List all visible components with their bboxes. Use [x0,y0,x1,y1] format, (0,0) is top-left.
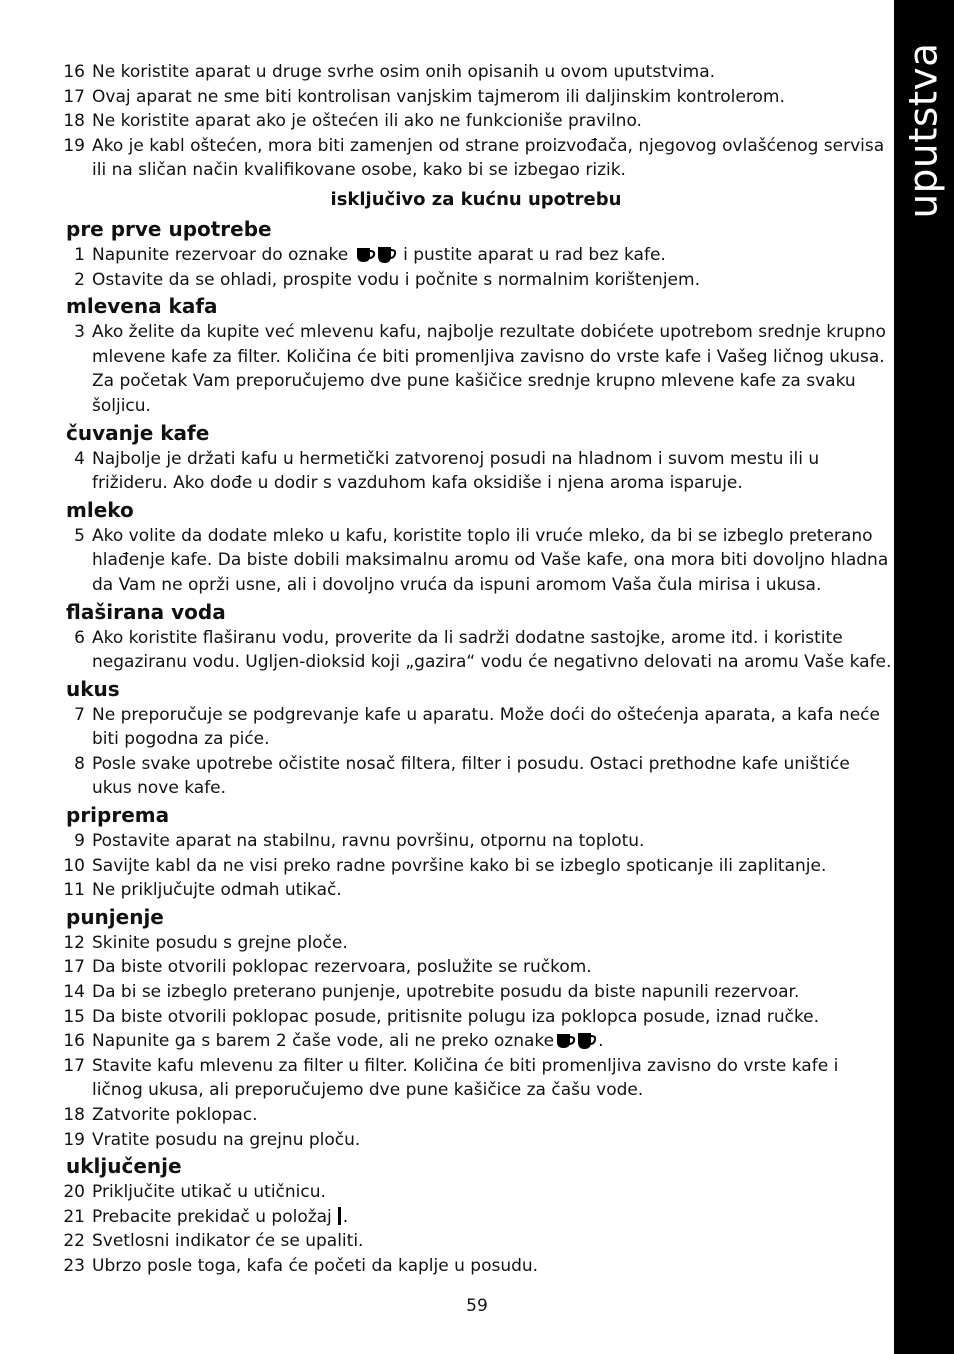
item-number: 18 [63,111,85,132]
section-heading-storage: čuvanje kafe [66,420,210,445]
item-number: 19 [63,1129,85,1150]
item-text: Da bi se izbeglo preterano punjenje, upotrebite posudu da biste napunili rezervoar. [92,982,800,1003]
item-text: Ne koristite aparat ako je oštećen ili ako ne funkcioniše pravilno. [92,111,642,132]
list-item [60,626,892,675]
item-text-before: Napunite rezervoar do oznake [92,244,349,265]
item-number: 7 [74,704,85,725]
list-item [60,878,892,903]
list-item [60,1054,892,1103]
list-item [60,980,892,1005]
list-item [60,955,892,980]
item-text-after: . [342,1206,349,1227]
item-number: 16 [63,1031,85,1052]
item-text: Stavite kafu mlevenu za filter u filter. Količina će biti promenljiva zavisno do vrste kafe i ličnog ukusa, ali preporučujemo dve pune kašičice za čašu vode. [92,1055,839,1101]
list-item [60,524,892,598]
item-number: 9 [74,831,85,852]
list-item [60,752,892,801]
item-number: 17 [63,1055,85,1076]
item-text: Posle svake upotrebe očistite nosač filtera, filter i posudu. Ostaci prethodne kafe uništiće ukus nove kafe. [92,753,850,799]
item-text: Ne priključujte odmah utikač. [92,880,342,901]
list-item [60,1229,892,1254]
list-item [60,1254,892,1279]
item-text: Ako je kabl oštećen, mora biti zamenjen od strane proizvođača, njegovog ovlašćenog servisa ili na sličan način kvalifikovane osobe, kako bi se izbegao rizik. [92,135,885,181]
max-cups-mark-icon [356,246,396,264]
list-item [60,109,892,134]
side-tab [894,0,954,1354]
item-text: Ako koristite flaširanu vodu, proverite da li sadrži dodatne sastojke, arome itd. i koristite negaziranu vodu. Ugljen-dioksid koji „gazira“ vodu će negativno delovati na aromu Vaše kafe. [92,627,892,673]
list-item [60,447,892,496]
item-text: Da biste otvorili poklopac rezervoara, poslužite se ručkom. [92,957,592,978]
item-text-after: . [598,1031,604,1052]
item-number: 8 [74,753,85,774]
item-number: 14 [63,982,85,1003]
list-item [60,1005,892,1030]
list-item [60,931,892,956]
section-heading-switching-on: uključenje [66,1154,182,1179]
item-text: Ubrzo posle toga, kafa će početi da kaplje u posudu. [92,1255,539,1276]
list-item [60,1029,892,1054]
item-number: 15 [63,1006,85,1027]
item-text: Priključite utikač u utičnicu. [92,1182,326,1203]
list-item [60,268,892,293]
list-item [60,1128,892,1153]
item-text: Skinite posudu s grejne ploče. [92,932,348,953]
item-text: Ovaj aparat ne sme biti kontrolisan vanjskim tajmerom ili daljinskim kontrolerom. [92,86,785,107]
item-text: Ne koristite aparat u druge svrhe osim onih opisanih u ovom uputstvima. [92,62,716,82]
item-number: 11 [63,880,85,901]
item-number: 10 [63,855,85,876]
list-item [60,1103,892,1128]
item-text: Zatvorite poklopac. [92,1105,258,1125]
item-number: 21 [63,1206,85,1227]
item-number: 20 [63,1182,85,1203]
item-number: 22 [63,1231,85,1252]
section-heading-bottled-water: flaširana voda [66,599,226,624]
list-item [60,703,892,752]
side-tab-label-wrap [894,0,954,260]
max-cups-mark-icon [556,1032,596,1050]
section-heading-ground-coffee: mlevena kafa [66,294,218,319]
list-item [60,134,892,183]
item-text: Svetlosni indikator će se upaliti. [92,1231,364,1252]
item-text: Vratite posudu na grejnu ploču. [92,1129,361,1150]
item-number: 6 [74,627,85,648]
section-heading-first-use: pre prve upotrebe [66,216,272,241]
item-text: Ostavite da se ohladi, prospite vodu i počnite s normalnim korištenjem. [92,269,700,290]
item-text: Ne preporučuje se podgrevanje kafe u aparatu. Može doći do oštećenja aparata, a kafa neće biti pogodna za piće. [92,704,880,750]
top-list [60,60,892,183]
home-use-heading: isključivo za kućnu upotrebu [330,188,622,210]
item-text: Ako želite da kupite već mlevenu kafu, najbolje rezultate dobićete upotrebom srednje krupno mlevene kafe za filter. Količina će biti promenljiva zavisno do vrste kafe i Vašeg ličnog ukusa. Za početak Vam preporučujemo dve pune kašičice srednje krupno mlevene kafe za svaku šoljicu. [92,322,886,416]
item-text-after: i pustite aparat u rad bez kafe. [403,244,666,265]
list-item [60,320,892,418]
item-text: Da biste otvorili poklopac posude, pritisnite polugu iza poklopca posude, iznad ručke. [92,1006,820,1027]
item-number: 1 [74,244,85,265]
list-item [60,85,892,110]
item-text: Savijte kabl da ne visi preko radne površine kako bi se izbeglo spoticanje ili zaplitanje. [92,855,827,876]
item-text: Najbolje je držati kafu u hermetički zatvorenoj posudi na hladnom i suvom mestu ili u frižideru. Ako dođe u dodir s vazduhom kafa oksidiše i njena aroma isparuje. [92,448,820,494]
item-text-before: Prebacite prekidač u položaj [92,1206,332,1227]
section-heading-taste: ukus [66,676,120,701]
list-item [60,243,892,268]
list-item [60,1205,892,1230]
switch-on-position-icon [338,1207,341,1225]
item-number: 5 [74,525,85,546]
list-item [60,1180,892,1205]
section-heading-milk: mleko [66,497,134,522]
list-item [60,854,892,879]
page-number: 59 [466,1296,488,1316]
item-number: 23 [63,1255,85,1276]
side-tab-label: uputstva [901,41,947,219]
item-number: 17 [63,86,85,107]
item-number: 12 [63,932,85,953]
section-heading-preparation: priprema [66,803,170,828]
manual-content [60,60,892,1279]
item-text: Postavite aparat na stabilnu, ravnu površinu, otpornu na toplotu. [92,831,645,852]
item-number: 4 [74,448,85,469]
item-number: 19 [63,135,85,156]
item-number: 2 [74,269,85,290]
item-number: 3 [74,322,85,343]
list-item [60,60,892,85]
item-text: Ako volite da dodate mleko u kafu, koristite toplo ili vruće mleko, da bi se izbeglo preterano hlađenje kafe. Da biste dobili maksimalnu aromu od Vaše kafe, ona mora biti dovoljno hladna da Vam ne oprži usne, ali i dovoljno vruća da ispuni aromom Vaša čula mirisa i ukusa. [92,525,889,595]
item-text-before: Napunite ga s barem 2 čaše vode, ali ne preko oznake [92,1031,555,1052]
item-number: 18 [63,1105,85,1125]
list-item [60,829,892,854]
section-heading-filling: punjenje [66,904,164,929]
item-number: 16 [63,62,85,82]
item-number: 17 [63,957,85,978]
